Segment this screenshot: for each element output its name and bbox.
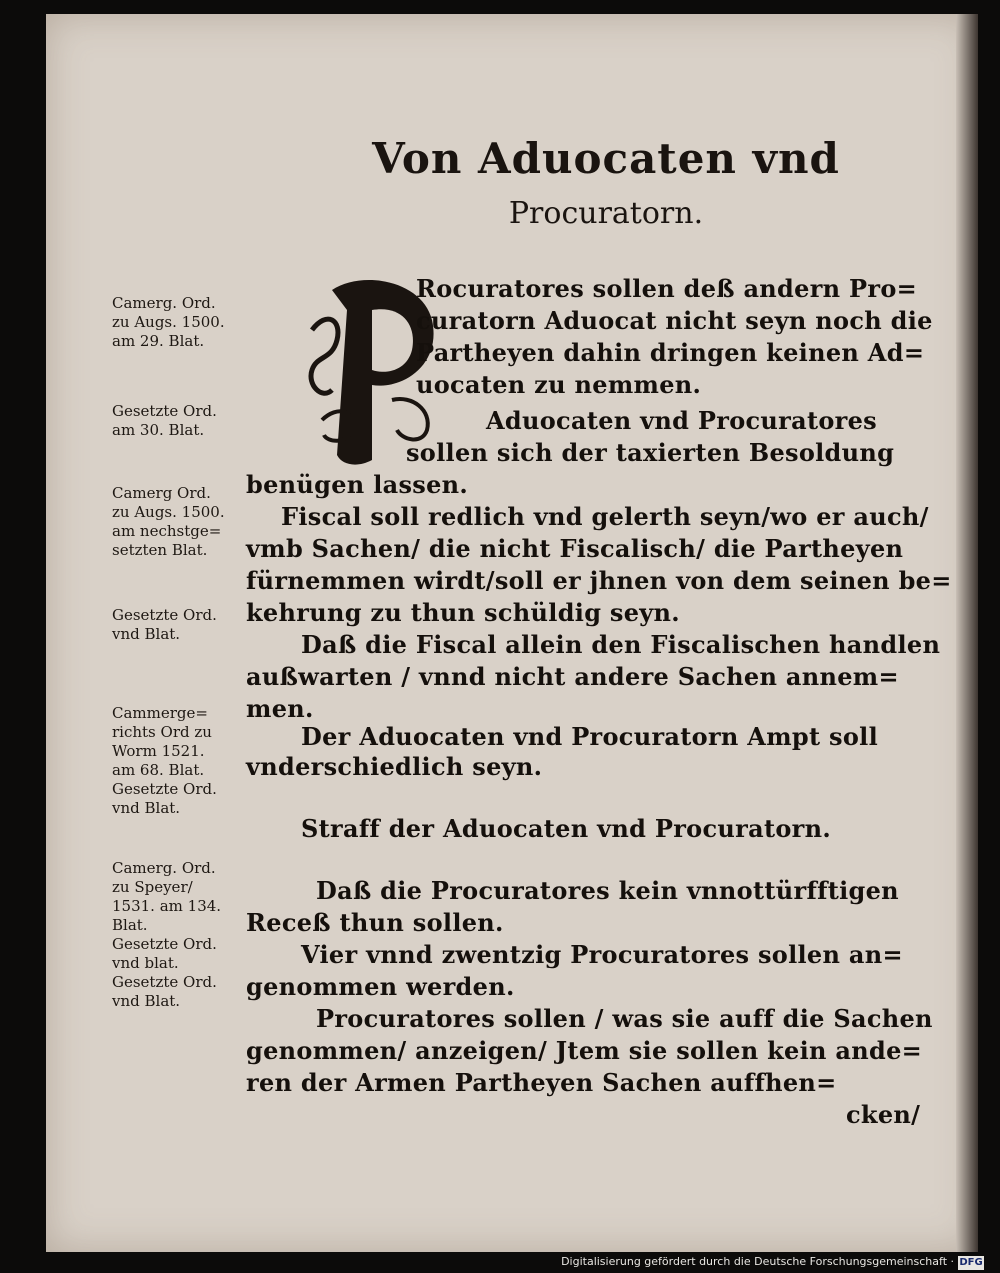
text-line: Aduocaten vnd Procuratores [486,406,877,435]
text-line: vnderschiedlich seyn. [246,752,543,781]
margin-note-line: zu Augs. 1500. [112,313,225,331]
text-line: cken/ [846,1100,921,1129]
margin-note-line: 1531. am 134. [112,897,222,915]
text-line: sollen sich der taxierten Besoldung [406,438,895,467]
margin-note-line: Camerg. Ord. [112,859,216,877]
chapter-subtitle: Procuratorn. [508,196,704,231]
margin-note-line: richts Ord zu [112,723,212,741]
margin-note-line: Camerg. Ord. [112,294,216,312]
text-line: Daß die Procuratores kein vnnottürfftigen [316,876,899,905]
text-line: uocaten zu nemmen. [416,370,702,399]
chapter-title: Von Aduocaten vnd [372,134,840,183]
margin-note-line: Cammerge= [112,704,208,722]
margin-note-line: Camerg Ord. [112,484,211,502]
margin-note-line: Gesetzte Ord. [112,935,217,953]
text-line: genommen werden. [246,972,515,1001]
margin-note-line: am 30. Blat. [112,421,205,439]
text-line: Partheyen dahin dringen keinen Ad= [416,338,925,367]
text-line: ren der Armen Partheyen Sachen auffhen= [246,1068,837,1097]
text-line: kehrung zu thun schüldig seyn. [246,598,680,627]
margin-note-line: Gesetzte Ord. [112,780,217,798]
text-line: Rocuratores sollen deß andern Pro= [416,274,918,303]
margin-note-line: Worm 1521. [112,742,205,760]
margin-note-line: am nechstge= [112,522,222,540]
text-line: benügen lassen. [246,470,469,499]
text-line: vmb Sachen/ die nicht Fiscalisch/ die Partheyen [246,534,904,563]
margin-note-line: vnd Blat. [112,625,181,643]
text-line: curatorn Aduocat nicht seyn noch die [416,306,933,335]
margin-note-line: Gesetzte Ord. [112,606,217,624]
margin-note-line: zu Augs. 1500. [112,503,225,521]
text-line: Daß die Fiscal allein den Fiscalischen handlen [301,630,941,659]
margin-note-line: Blat. [112,916,148,934]
scanned-page [46,14,978,1252]
page-spine-shadow [956,14,978,1252]
text-line: Vier vnnd zwentzig Procuratores sollen an= [301,940,903,969]
margin-note-line: vnd Blat. [112,992,181,1010]
text-line: men. [246,694,314,723]
digitization-credit: Digitalisierung gefördert durch die Deutsche Forschungsgemeinschaft · [561,1255,954,1268]
margin-note-line: am 29. Blat. [112,332,205,350]
text-line: genommen/ anzeigen/ Jtem sie sollen kein ande= [246,1036,923,1065]
margin-note-line: zu Speyer/ [112,878,193,896]
dfg-logo: DFG [959,1257,983,1268]
text-line: außwarten / vnnd nicht andere Sachen annem= [246,662,899,691]
text-line: fürnemmen wirdt/soll er jhnen von dem seinen be= [246,566,952,595]
text-line: Procuratores sollen / was sie auff die Sachen [316,1004,933,1033]
margin-note-line: setzten Blat. [112,541,208,559]
text-line: Receß thun sollen. [246,908,504,937]
margin-note-line: vnd Blat. [112,799,181,817]
text-line: Straff der Aduocaten vnd Procuratorn. [301,814,831,843]
margin-note-line: Gesetzte Ord. [112,973,217,991]
text-line: Der Aduocaten vnd Procuratorn Ampt soll [301,722,878,751]
margin-note-line: Gesetzte Ord. [112,402,217,420]
margin-note-line: am 68. Blat. [112,761,205,779]
text-line: Fiscal soll redlich vnd gelerth seyn/wo er auch/ [281,502,929,531]
margin-note-line: vnd blat. [112,954,179,972]
